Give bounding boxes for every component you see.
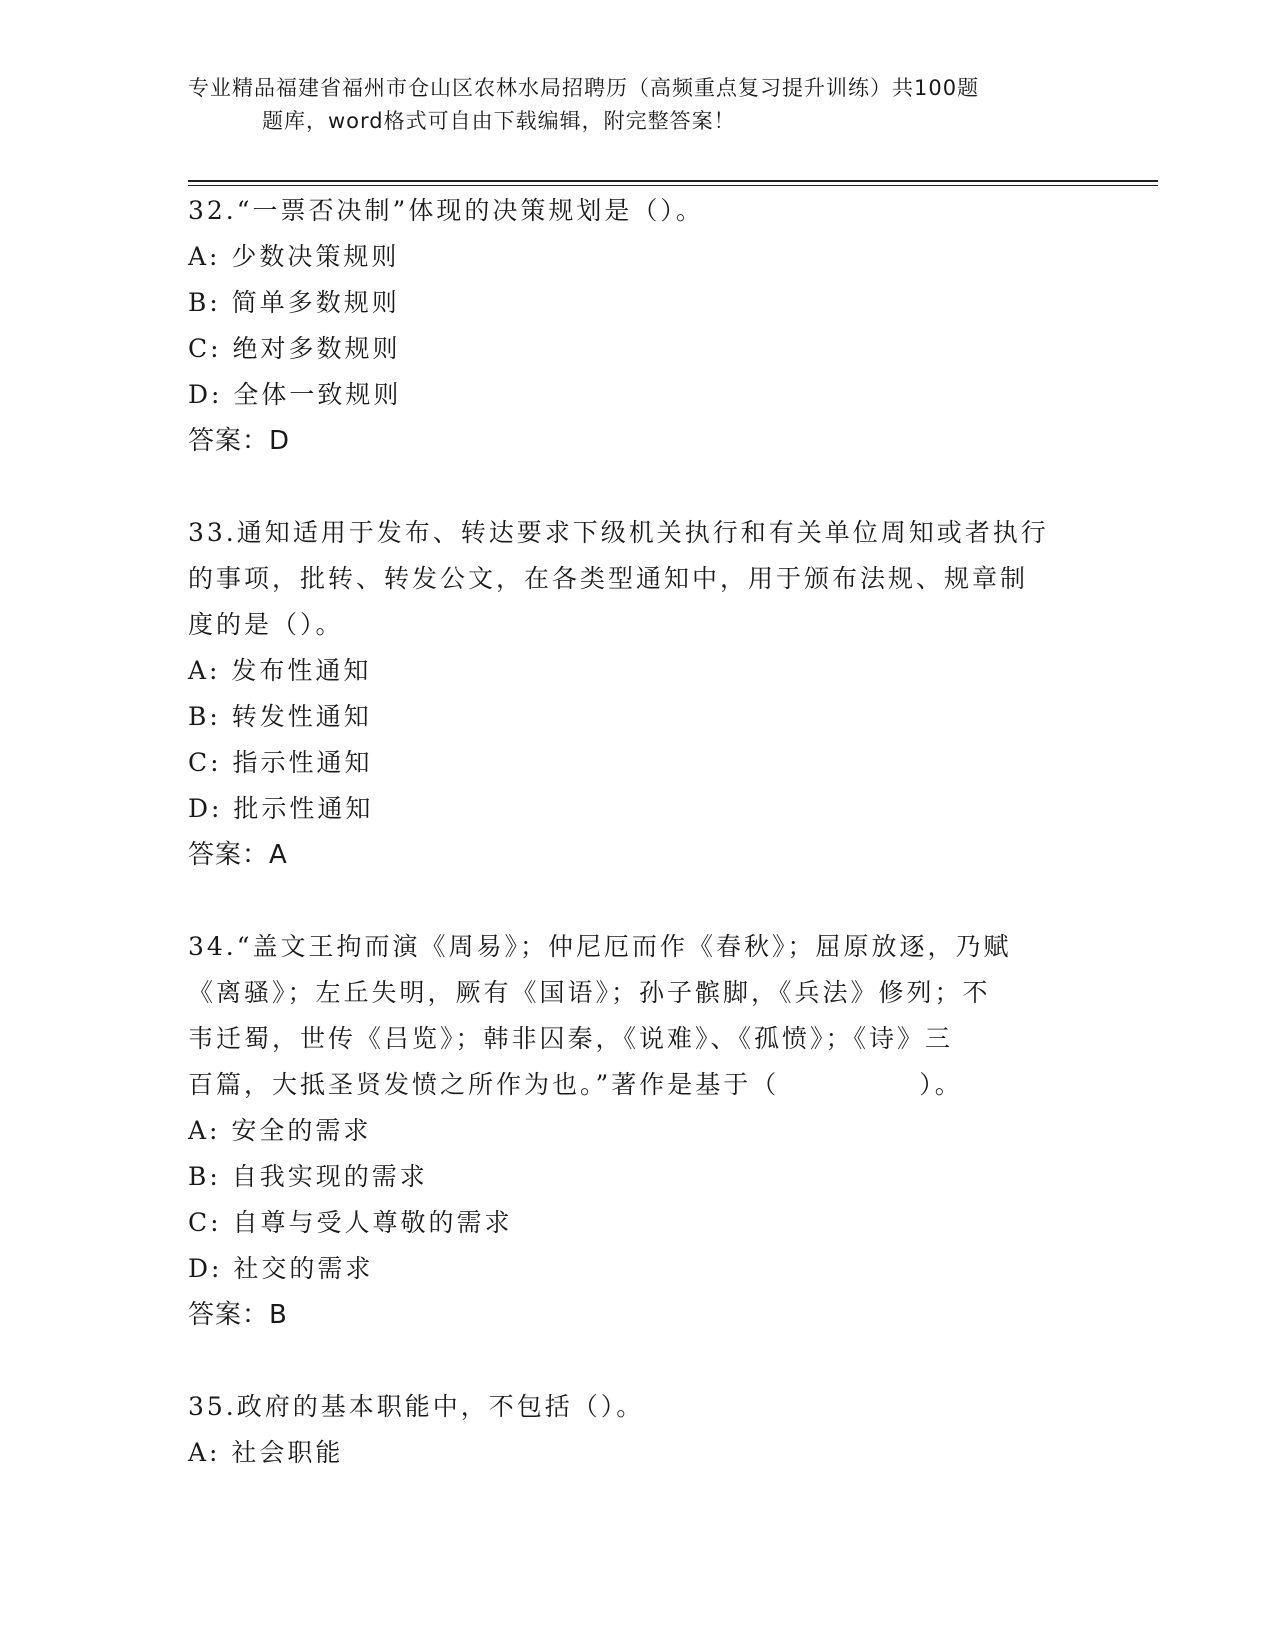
question-32 (188, 188, 1088, 464)
question-text-line: 34.“盖文王拘而演《周易》；仲尼厄而作《春秋》；屈原放逐，乃赋 (188, 932, 1012, 961)
option-d: D: 全体一致规则 (188, 380, 402, 409)
question-text-line: 33.通知适用于发布、转达要求下级机关执行和有关单位周知或者执行 (188, 518, 1049, 547)
option-b: B: 转发性通知 (188, 702, 372, 731)
question-34 (188, 924, 1088, 1338)
spacer (188, 1338, 1088, 1384)
question-text: 32.“一票否决制”体现的决策规划是（）。 (188, 196, 704, 225)
option-c: C: 自尊与受人尊敬的需求 (188, 1208, 513, 1237)
header-divider-thick (188, 180, 1158, 182)
header-line-2: 题库，word格式可自由下载编辑，附完整答案！ (262, 109, 736, 133)
question-text-line: 《离骚》；左丘失明，厥有《国语》；孙子髌脚，《兵法》修列；不 (188, 978, 991, 1007)
option-c: C: 绝对多数规则 (188, 334, 401, 363)
question-text-line: 的事项，批转、转发公文，在各类型通知中，用于颁布法规、规章制 (188, 564, 1029, 593)
question-text-line: 度的是（）。 (188, 610, 344, 639)
header-divider-thin (188, 185, 1158, 186)
page-header (188, 72, 1088, 138)
answer: 答案：B (188, 1300, 288, 1330)
option-a: A: 少数决策规则 (188, 242, 400, 271)
option-d: D: 批示性通知 (188, 794, 374, 823)
answer: 答案：D (188, 426, 291, 456)
question-text-line: 百篇，大抵圣贤发愤之所作为也。”著作是基于（ ）。 (188, 1070, 963, 1099)
option-b: B: 自我实现的需求 (188, 1162, 428, 1191)
question-text: 35.政府的基本职能中，不包括（）。 (188, 1392, 645, 1421)
header-line-1: 专业精品福建省福州市仓山区农林水局招聘历（高频重点复习提升训练）共100题 (188, 76, 980, 100)
option-a: A: 发布性通知 (188, 656, 372, 685)
option-a: A: 社会职能 (188, 1438, 344, 1467)
question-33 (188, 510, 1088, 878)
question-35 (188, 1384, 1088, 1476)
option-b: B: 简单多数规则 (188, 288, 400, 317)
question-text-line: 韦迁蜀，世传《吕览》；韩非囚秦，《说难》、《孤愤》；《诗》三 (188, 1024, 954, 1053)
spacer (188, 878, 1088, 924)
answer: 答案：A (188, 840, 288, 870)
option-c: C: 指示性通知 (188, 748, 373, 777)
option-d: D: 社交的需求 (188, 1254, 374, 1283)
spacer (188, 464, 1088, 510)
question-list (188, 188, 1088, 1476)
option-a: A: 安全的需求 (188, 1116, 372, 1145)
